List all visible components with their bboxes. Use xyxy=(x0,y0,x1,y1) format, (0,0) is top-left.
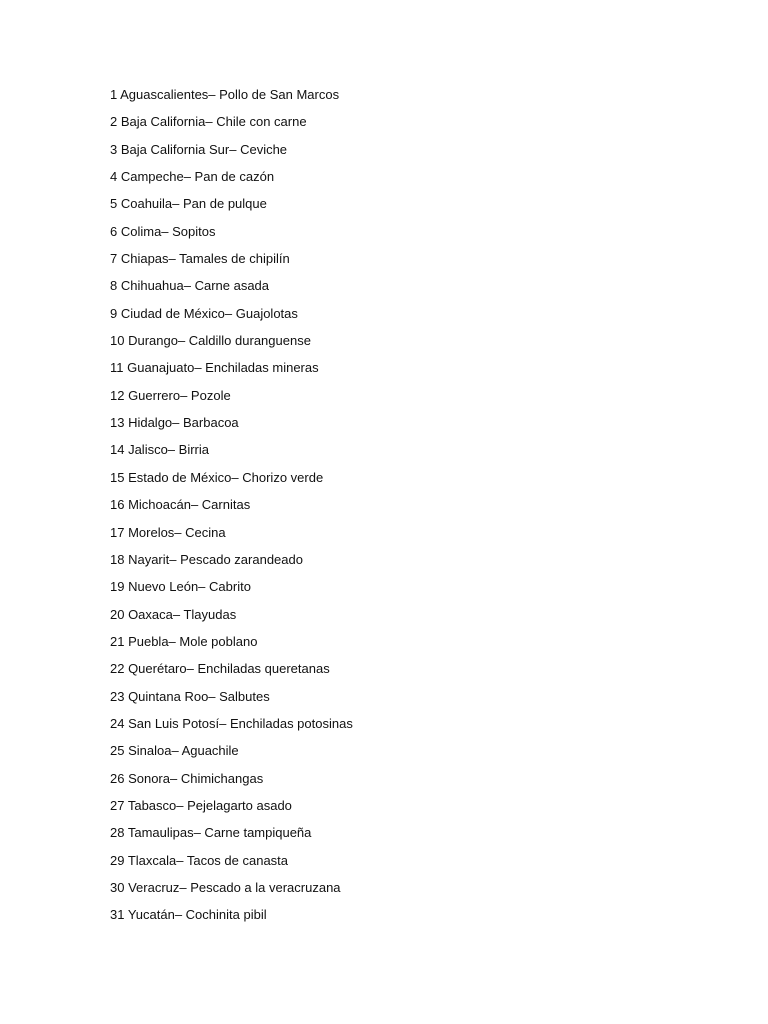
list-item: 27 Tabasco– Pejelagarto asado xyxy=(110,797,292,813)
list-item: 1 Aguascalientes– Pollo de San Marcos xyxy=(110,87,340,102)
list-item: 23 Quintana Roo– Salbutes xyxy=(110,688,270,704)
list-item: 4 Campeche– Pan de cazón xyxy=(110,169,275,185)
list-item: 22 Querétaro– Enchiladas queretanas xyxy=(110,661,330,677)
list-item: 30 Veracruz– Pescado a la veracruzana xyxy=(110,879,341,895)
list-item: 7 Chiapas– Tamales de chipilín xyxy=(110,251,290,267)
list-item: 19 Nuevo León– Cabrito xyxy=(110,579,251,595)
list-item: 2 Baja California– Chile con carne xyxy=(110,114,307,130)
list-item: 31 Yucatán– Cochinita pibil xyxy=(110,907,267,923)
list-item: 12 Guerrero– Pozole xyxy=(110,387,231,403)
list-item: 14 Jalisco– Birria xyxy=(110,442,209,458)
list-item: 5 Coahuila– Pan de pulque xyxy=(110,196,267,212)
list-item: 6 Colima– Sopitos xyxy=(110,223,216,239)
list-item: 13 Hidalgo– Barbacoa xyxy=(110,415,239,431)
list-item: 21 Puebla– Mole poblano xyxy=(110,633,258,649)
list-item: 24 San Luis Potosí– Enchiladas potosinas xyxy=(110,715,353,731)
list-item: 9 Ciudad de México– Guajolotas xyxy=(110,305,298,321)
list-item: 15 Estado de México– Chorizo verde xyxy=(110,469,324,485)
list-item: 29 Tlaxcala– Tacos de canasta xyxy=(110,852,289,868)
list-item: 10 Durango– Caldillo duranguense xyxy=(110,333,311,349)
list-item: 3 Baja California Sur– Ceviche xyxy=(110,141,288,157)
list-item: 17 Morelos– Cecina xyxy=(110,524,226,540)
list-item: 11 Guanajuato– Enchiladas mineras xyxy=(110,360,319,376)
list-item: 16 Michoacán– Carnitas xyxy=(110,497,251,513)
list-item: 25 Sinaloa– Aguachile xyxy=(110,743,239,759)
list-item: 8 Chihuahua– Carne asada xyxy=(110,278,270,294)
list-item: 20 Oaxaca– Tlayudas xyxy=(110,606,237,622)
list-item: 28 Tamaulipas– Carne tampiqueña xyxy=(110,825,312,841)
list-item: 18 Nayarit– Pescado zarandeado xyxy=(110,551,303,567)
state-dish-list xyxy=(110,85,353,933)
list-item: 26 Sonora– Chimichangas xyxy=(110,770,264,786)
